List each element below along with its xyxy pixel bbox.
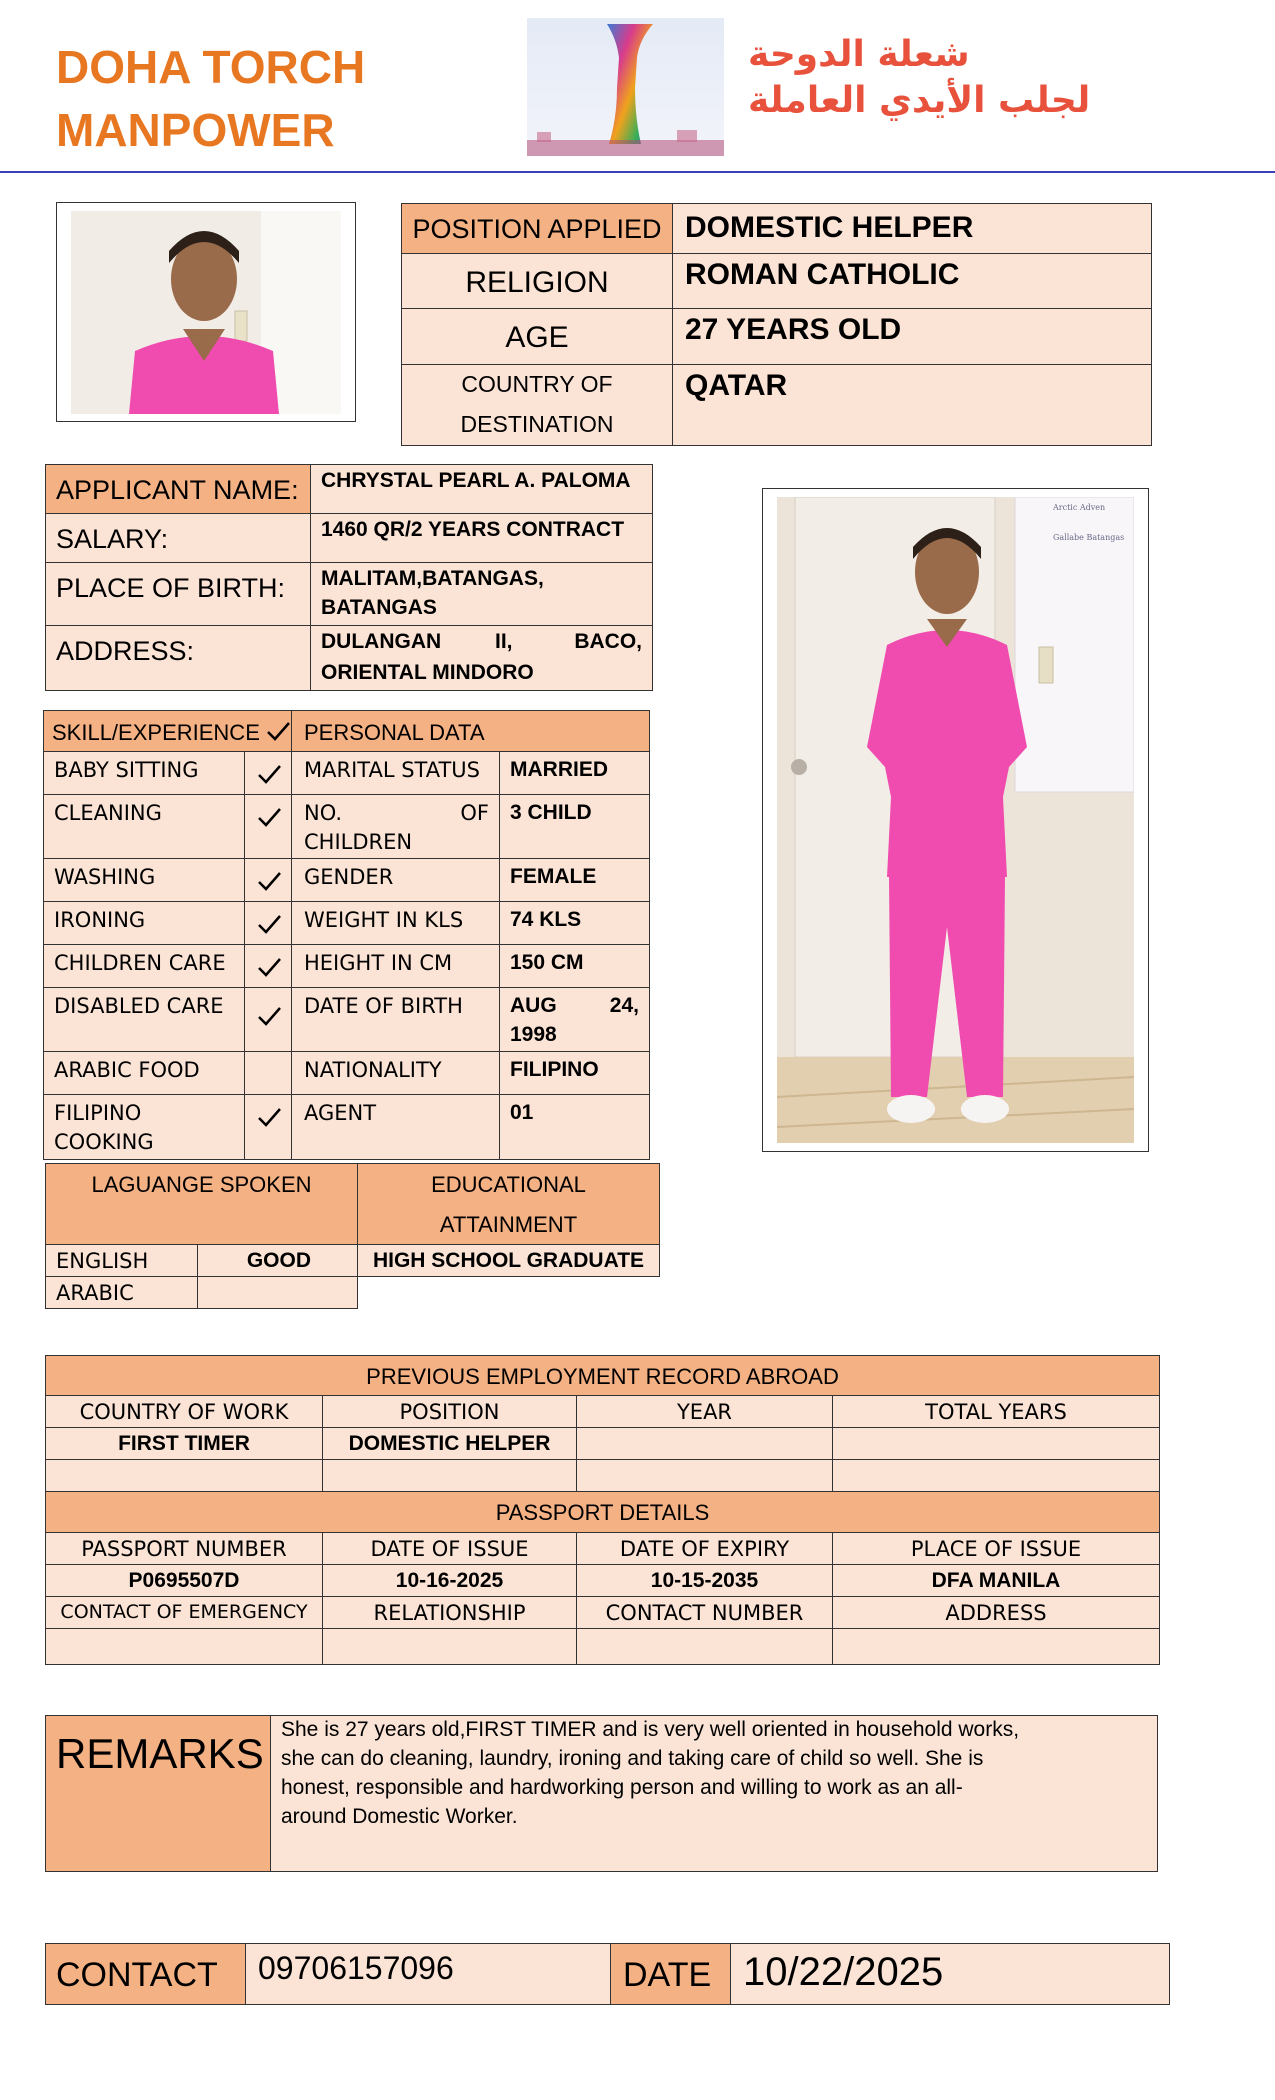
- passport-value-cell: [322, 1564, 577, 1597]
- passport-issue-date: 10-16-2025: [395, 1569, 504, 1592]
- personal-label-cell: [291, 751, 500, 795]
- employment-col-label: POSITION: [399, 1400, 500, 1424]
- height-value: 150 CM: [510, 951, 584, 974]
- skill-check-cell: [244, 1094, 292, 1160]
- passport-value-cell: [832, 1564, 1160, 1597]
- address-value-1c: BACO,: [574, 630, 642, 653]
- employment-title-cell: [45, 1355, 1160, 1396]
- emergency-col-header: [832, 1596, 1160, 1629]
- marital-status-label: MARITAL STATUS: [304, 758, 480, 782]
- employment-col-label: YEAR: [676, 1400, 733, 1424]
- language-header-cell: [45, 1163, 358, 1245]
- gender-value: FEMALE: [510, 865, 597, 888]
- skill-label: WASHING: [54, 865, 156, 889]
- height-label: HEIGHT IN CM: [304, 951, 453, 975]
- birthplace-value-1: MALITAM,BATANGAS,: [321, 567, 544, 590]
- employment-cell: [322, 1427, 577, 1460]
- employment-cell: [576, 1459, 833, 1492]
- remarks-text-cell: [270, 1715, 1158, 1872]
- skill-label: ARABIC FOOD: [54, 1058, 200, 1082]
- salary-label-cell: [45, 513, 311, 563]
- skill-row-cell: [43, 858, 245, 902]
- age-label-cell: [401, 308, 673, 365]
- contact-label: CONTACT: [56, 1956, 218, 1994]
- address-label: ADDRESS:: [56, 636, 195, 666]
- personal-label-cell: [291, 987, 500, 1052]
- emergency-col-label: ADDRESS: [945, 1601, 1047, 1625]
- emergency-value-cell: [832, 1628, 1160, 1665]
- country-destination-label-cell: [401, 364, 673, 446]
- skill-check-cell: [244, 751, 292, 795]
- personal-label-cell: [291, 1094, 500, 1160]
- remarks-label-cell: [45, 1715, 271, 1872]
- birthplace-value-2: BATANGAS: [321, 596, 437, 619]
- language-name: ENGLISH: [56, 1249, 149, 1273]
- skill-row-cell: [43, 944, 245, 988]
- header-rule: [0, 171, 1275, 173]
- education-header-2: ATTAINMENT: [439, 1212, 578, 1237]
- country-destination-label-1: COUNTRY OF: [461, 371, 613, 397]
- emergency-col-label: RELATIONSHIP: [373, 1601, 526, 1625]
- remarks-line-4: around Domestic Worker.: [281, 1805, 518, 1828]
- language-header: LAGUANGE SPOKEN: [91, 1172, 312, 1197]
- personal-label-cell: [291, 944, 500, 988]
- skill-row-cell: [43, 751, 245, 795]
- checkmark-icon: [255, 760, 283, 788]
- employment-cell: [832, 1459, 1160, 1492]
- age-value: 27 YEARS OLD: [685, 313, 902, 346]
- employment-col-label: COUNTRY OF WORK: [79, 1400, 289, 1424]
- skill-row-cell: [43, 901, 245, 945]
- arabic-company-line2: لجلب الأيدي العاملة: [748, 80, 1091, 121]
- personal-value-cell: [499, 751, 650, 795]
- nationality-value: FILIPINO: [510, 1058, 599, 1081]
- country-destination-value: QATAR: [685, 369, 788, 402]
- skills-header-cell: [43, 710, 292, 752]
- salary-label: SALARY:: [56, 524, 169, 554]
- employment-cell: [322, 1459, 577, 1492]
- employment-cell: [832, 1427, 1160, 1460]
- passport-title-cell: [45, 1491, 1160, 1533]
- personal-value-cell: [499, 1094, 650, 1160]
- religion-value: ROMAN CATHOLIC: [685, 258, 960, 291]
- employment-col-header: [322, 1395, 577, 1428]
- dob-value-a: AUG: [510, 994, 557, 1017]
- passport-col-label: PLACE OF ISSUE: [910, 1537, 1082, 1561]
- skill-check-cell: [244, 1051, 292, 1095]
- photo-note-line1: Arctic Adven: [1053, 503, 1106, 512]
- emergency-value-cell: [322, 1628, 577, 1665]
- birthplace-label-cell: [45, 562, 311, 626]
- emergency-col-header: [576, 1596, 833, 1629]
- address-label-cell: [45, 625, 311, 691]
- applicant-name-label-cell: [45, 464, 311, 514]
- birthplace-value-cell: [310, 562, 653, 626]
- skill-check-cell: [244, 987, 292, 1052]
- photo-note-line2: Gallabe Batangas: [1053, 533, 1125, 542]
- emergency-value-cell: [45, 1628, 323, 1665]
- checkmark-icon: [255, 953, 283, 981]
- nationality-label: NATIONALITY: [304, 1058, 442, 1082]
- education-header-1: EDUCATIONAL: [431, 1172, 586, 1197]
- address-value-2: ORIENTAL MINDORO: [321, 661, 534, 684]
- skill-row-cell: [43, 1094, 245, 1160]
- applicant-name-value-cell: [310, 464, 653, 514]
- employment-col-header: [576, 1395, 833, 1428]
- personal-label-cell: [291, 1051, 500, 1095]
- skill-check-cell: [244, 858, 292, 902]
- employment-col-label: TOTAL YEARS: [925, 1400, 1067, 1424]
- checkmark-icon: [255, 1103, 283, 1131]
- personal-label-cell: [291, 858, 500, 902]
- date-value-cell: [730, 1943, 1170, 2005]
- position-applied-label-cell: [401, 203, 673, 254]
- employment-title: PREVIOUS EMPLOYMENT RECORD ABROAD: [366, 1364, 839, 1389]
- checkmark-icon: [264, 717, 292, 745]
- date-value: 10/22/2025: [743, 1950, 944, 1994]
- date-label: DATE: [623, 1956, 712, 1994]
- applicant-full-body-photo: [762, 488, 1149, 1152]
- emergency-value-cell: [576, 1628, 833, 1665]
- remarks-line-3: honest, responsible and hardworking person and willing to work as an all-: [281, 1776, 963, 1799]
- religion-label-cell: [401, 253, 673, 309]
- agent-label: AGENT: [304, 1101, 377, 1125]
- religion-label: RELIGION: [465, 266, 609, 299]
- birthplace-label: PLACE OF BIRTH:: [56, 573, 286, 603]
- religion-value-cell: [672, 253, 1152, 309]
- language-level-cell: [197, 1276, 358, 1309]
- torch-logo: [527, 18, 724, 156]
- salary-value: 1460 QR/2 YEARS CONTRACT: [321, 518, 625, 541]
- contact-label-cell: [45, 1943, 246, 2005]
- skill-label: FILIPINO: [54, 1101, 142, 1125]
- emergency-col-label: CONTACT OF EMERGENCY: [60, 1601, 308, 1623]
- education-header-cell: [357, 1163, 660, 1245]
- age-label: AGE: [505, 321, 569, 354]
- education-value: HIGH SCHOOL GRADUATE: [372, 1249, 645, 1272]
- date-label-cell: [610, 1943, 731, 2005]
- skill-label: CHILDREN CARE: [54, 951, 226, 975]
- dob-label: DATE OF BIRTH: [304, 994, 463, 1018]
- employment-cell: [45, 1427, 323, 1460]
- children-value: 3 CHILD: [510, 801, 592, 824]
- personal-value-cell: [499, 901, 650, 945]
- passport-issue-place: DFA MANILA: [931, 1569, 1061, 1592]
- position-applied-value: DOMESTIC HELPER: [685, 211, 974, 244]
- checkmark-icon: [255, 803, 283, 831]
- remarks-line-1: She is 27 years old,FIRST TIMER and is very well oriented in household works,: [281, 1718, 1020, 1741]
- language-row-cell: [45, 1244, 198, 1277]
- passport-value-cell: [45, 1564, 323, 1597]
- emergency-col-label: CONTACT NUMBER: [605, 1601, 804, 1625]
- skill-label-2: COOKING: [54, 1130, 154, 1154]
- applicant-name-label: APPLICANT NAME:: [56, 475, 299, 505]
- passport-col-header: [576, 1532, 833, 1565]
- skill-row-cell: [43, 987, 245, 1052]
- passport-expiry-date: 10-15-2035: [650, 1569, 759, 1592]
- employment-cell: [45, 1459, 323, 1492]
- passport-title: PASSPORT DETAILS: [495, 1500, 710, 1525]
- children-label-a: NO.: [304, 801, 343, 825]
- language-level-cell: [197, 1244, 358, 1277]
- skill-label: DISABLED CARE: [54, 994, 224, 1018]
- salary-value-cell: [310, 513, 653, 563]
- remarks-label: REMARKS: [56, 1730, 264, 1777]
- skills-header: SKILL/EXPERIENCE: [52, 720, 260, 745]
- personal-data-header: PERSONAL DATA: [304, 720, 485, 745]
- remarks-line-2: she can do cleaning, laundry, ironing and taking care of child so well. She is: [281, 1747, 984, 1770]
- language-level: GOOD: [246, 1249, 311, 1272]
- emergency-col-header: [322, 1596, 577, 1629]
- personal-data-header-cell: [291, 710, 650, 752]
- arabic-company-line1: شعلة الدوحة: [748, 34, 970, 75]
- skill-label: CLEANING: [54, 801, 162, 825]
- address-value-1a: DULANGAN: [321, 630, 442, 653]
- language-name: ARABIC: [56, 1281, 134, 1305]
- contact-value: 09706157096: [258, 1950, 454, 1986]
- employment-value: DOMESTIC HELPER: [348, 1432, 551, 1455]
- agent-value: 01: [510, 1101, 534, 1124]
- passport-col-label: PASSPORT NUMBER: [81, 1537, 287, 1561]
- gender-label: GENDER: [304, 865, 394, 889]
- passport-col-label: DATE OF ISSUE: [370, 1537, 529, 1561]
- personal-label-cell: [291, 794, 500, 859]
- company-name-line2: MANPOWER: [56, 104, 335, 156]
- skill-check-cell: [244, 901, 292, 945]
- skill-row-cell: [43, 794, 245, 859]
- personal-label-cell: [291, 901, 500, 945]
- employment-cell: [576, 1427, 833, 1460]
- children-label-b: OF: [460, 801, 489, 825]
- position-applied-value-cell: [672, 203, 1152, 254]
- country-destination-value-cell: [672, 364, 1152, 446]
- skill-label: IRONING: [54, 908, 146, 932]
- checkmark-icon: [255, 867, 283, 895]
- weight-label: WEIGHT IN KLS: [304, 908, 464, 932]
- passport-col-header: [45, 1532, 323, 1565]
- skill-label: BABY SITTING: [54, 758, 199, 782]
- dob-value-2: 1998: [510, 1023, 557, 1046]
- dob-value-b: 24,: [609, 994, 639, 1017]
- passport-value-cell: [576, 1564, 833, 1597]
- education-value-cell: [357, 1244, 660, 1277]
- checkmark-icon: [255, 910, 283, 938]
- language-row-cell: [45, 1276, 198, 1309]
- applicant-name-value: CHRYSTAL PEARL A. PALOMA: [321, 469, 631, 492]
- applicant-headshot: [56, 202, 356, 422]
- address-value-1b: II,: [495, 630, 513, 653]
- age-value-cell: [672, 308, 1152, 365]
- passport-col-header: [832, 1532, 1160, 1565]
- emergency-col-header: [45, 1596, 323, 1629]
- personal-value-cell: [499, 794, 650, 859]
- children-label-2: CHILDREN: [304, 830, 413, 854]
- skill-row-cell: [43, 1051, 245, 1095]
- weight-value: 74 KLS: [510, 908, 582, 931]
- marital-status-value: MARRIED: [510, 758, 608, 781]
- address-value-cell: [310, 625, 653, 691]
- personal-value-cell: [499, 858, 650, 902]
- skill-check-cell: [244, 794, 292, 859]
- passport-col-header: [322, 1532, 577, 1565]
- checkmark-icon: [255, 1002, 283, 1030]
- employment-col-header: [45, 1395, 323, 1428]
- skill-check-cell: [244, 944, 292, 988]
- contact-value-cell: [245, 1943, 611, 2005]
- employment-value: FIRST TIMER: [118, 1432, 250, 1455]
- personal-value-cell: [499, 1051, 650, 1095]
- personal-value-cell: [499, 987, 650, 1052]
- personal-value-cell: [499, 944, 650, 988]
- passport-number: P0695507D: [128, 1569, 240, 1592]
- position-applied-label: POSITION APPLIED: [412, 214, 662, 244]
- company-name-line1: DOHA TORCH: [56, 41, 366, 93]
- employment-col-header: [832, 1395, 1160, 1428]
- country-destination-label-2: DESTINATION: [460, 411, 614, 437]
- passport-col-label: DATE OF EXPIRY: [619, 1537, 790, 1561]
